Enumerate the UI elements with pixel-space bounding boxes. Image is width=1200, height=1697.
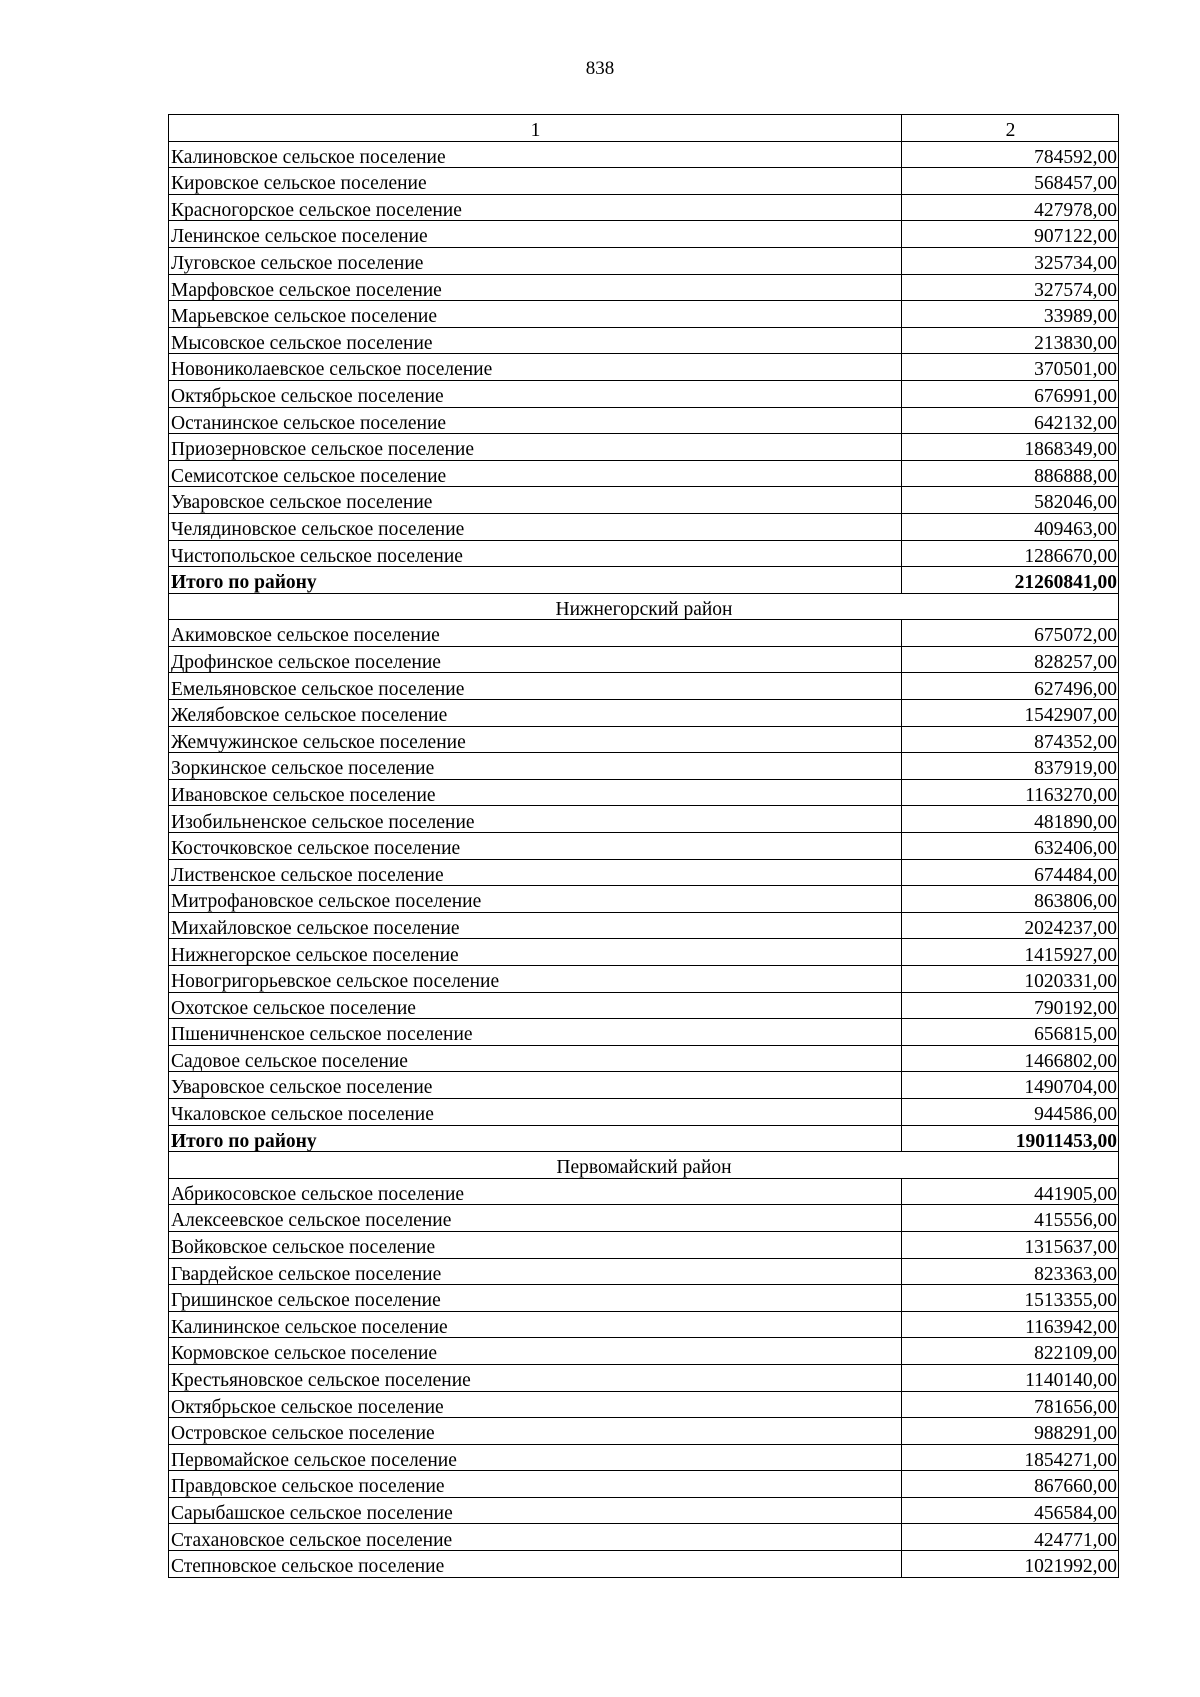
settlement-name: Октябрьское сельское поселение [169, 1391, 902, 1418]
table-row [169, 407, 1119, 434]
settlement-name: Сарыбашское сельское поселение [169, 1497, 902, 1524]
amount-value: 675072,00 [902, 620, 1119, 647]
settlement-name: Ленинское сельское поселение [169, 221, 902, 248]
amount-value: 1163942,00 [902, 1311, 1119, 1338]
settlement-name: Красногорское сельское поселение [169, 194, 902, 221]
settlement-name: Останинское сельское поселение [169, 407, 902, 434]
settlement-name: Челядиновское сельское поселение [169, 513, 902, 540]
table-row [169, 327, 1119, 354]
settlement-name: Михайловское сельское поселение [169, 912, 902, 939]
header-row [169, 115, 1119, 142]
table-row [169, 779, 1119, 806]
table-row [169, 221, 1119, 248]
total-label: Итого по району [169, 1125, 902, 1152]
table-row [169, 966, 1119, 993]
table-row [169, 726, 1119, 753]
settlement-name: Чистопольское сельское поселение [169, 540, 902, 567]
amount-value: 427978,00 [902, 194, 1119, 221]
amount-value: 823363,00 [902, 1258, 1119, 1285]
amount-value: 456584,00 [902, 1497, 1119, 1524]
table-row [169, 1045, 1119, 1072]
settlement-name: Лиственское сельское поселение [169, 859, 902, 886]
amount-value: 1163270,00 [902, 779, 1119, 806]
settlement-name: Калиновское сельское поселение [169, 141, 902, 168]
settlement-name: Кормовское сельское поселение [169, 1338, 902, 1365]
settlement-name: Косточковское сельское поселение [169, 833, 902, 860]
settlement-name: Кировское сельское поселение [169, 168, 902, 195]
total-row [169, 567, 1119, 594]
amount-value: 1542907,00 [902, 700, 1119, 727]
settlement-name: Семисотское сельское поселение [169, 460, 902, 487]
table-row [169, 1391, 1119, 1418]
settlement-name: Мысовское сельское поселение [169, 327, 902, 354]
amount-value: 674484,00 [902, 859, 1119, 886]
settlement-name: Первомайское сельское поселение [169, 1444, 902, 1471]
settlement-name: Марфовское сельское поселение [169, 274, 902, 301]
settlement-name: Митрофановское сельское поселение [169, 886, 902, 913]
total-value: 19011453,00 [902, 1125, 1119, 1152]
settlement-name: Правдовское сельское поселение [169, 1471, 902, 1498]
amount-value: 424771,00 [902, 1524, 1119, 1551]
table-row [169, 1258, 1119, 1285]
settlement-name: Дрофинское сельское поселение [169, 646, 902, 673]
table-row [169, 700, 1119, 727]
amount-value: 582046,00 [902, 487, 1119, 514]
amount-value: 632406,00 [902, 833, 1119, 860]
amount-value: 1415927,00 [902, 939, 1119, 966]
table-row [169, 992, 1119, 1019]
settlement-name: Пшеничненское сельское поселение [169, 1019, 902, 1046]
amount-value: 907122,00 [902, 221, 1119, 248]
table-row [169, 1231, 1119, 1258]
settlement-name: Октябрьское сельское поселение [169, 380, 902, 407]
amount-value: 2024237,00 [902, 912, 1119, 939]
section-title: Нижнегорский район [169, 593, 1119, 620]
settlement-name: Крестьяновское сельское поселение [169, 1364, 902, 1391]
amount-value: 1286670,00 [902, 540, 1119, 567]
settlement-name: Стахановское сельское поселение [169, 1524, 902, 1551]
settlement-name: Марьевское сельское поселение [169, 301, 902, 328]
table-row [169, 380, 1119, 407]
table-row [169, 753, 1119, 780]
settlement-name: Зоркинское сельское поселение [169, 753, 902, 780]
amount-value: 656815,00 [902, 1019, 1119, 1046]
table-row [169, 1524, 1119, 1551]
amount-value: 867660,00 [902, 1471, 1119, 1498]
data-table [168, 114, 1119, 1578]
amount-value: 828257,00 [902, 646, 1119, 673]
total-row [169, 1125, 1119, 1152]
table-row [169, 1178, 1119, 1205]
settlement-name: Уваровское сельское поселение [169, 487, 902, 514]
amount-value: 1466802,00 [902, 1045, 1119, 1072]
settlement-name: Охотское сельское поселение [169, 992, 902, 1019]
amount-value: 409463,00 [902, 513, 1119, 540]
settlement-name: Ивановское сельское поселение [169, 779, 902, 806]
amount-value: 1513355,00 [902, 1285, 1119, 1312]
table-row [169, 1497, 1119, 1524]
settlement-name: Островское сельское поселение [169, 1418, 902, 1445]
table-row [169, 354, 1119, 381]
settlement-name: Садовое сельское поселение [169, 1045, 902, 1072]
amount-value: 784592,00 [902, 141, 1119, 168]
settlement-name: Гришинское сельское поселение [169, 1285, 902, 1312]
table-row [169, 1072, 1119, 1099]
total-value: 21260841,00 [902, 567, 1119, 594]
settlement-name: Войковское сельское поселение [169, 1231, 902, 1258]
table-row [169, 673, 1119, 700]
table-row [169, 646, 1119, 673]
settlement-name: Нижнегорское сельское поселение [169, 939, 902, 966]
amount-value: 642132,00 [902, 407, 1119, 434]
amount-value: 781656,00 [902, 1391, 1119, 1418]
amount-value: 1490704,00 [902, 1072, 1119, 1099]
amount-value: 1140140,00 [902, 1364, 1119, 1391]
amount-value: 370501,00 [902, 354, 1119, 381]
settlement-name: Алексеевское сельское поселение [169, 1205, 902, 1232]
settlement-name: Приозерновское сельское поселение [169, 434, 902, 461]
table-row [169, 168, 1119, 195]
settlement-name: Степновское сельское поселение [169, 1551, 902, 1578]
table-row [169, 301, 1119, 328]
table-row [169, 620, 1119, 647]
total-label: Итого по району [169, 567, 902, 594]
table-row [169, 1551, 1119, 1578]
table-row [169, 540, 1119, 567]
table-row [169, 1311, 1119, 1338]
table-row [169, 1205, 1119, 1232]
column-header-1: 1 [169, 115, 902, 142]
amount-value: 568457,00 [902, 168, 1119, 195]
table-row [169, 912, 1119, 939]
amount-value: 822109,00 [902, 1338, 1119, 1365]
amount-value: 988291,00 [902, 1418, 1119, 1445]
amount-value: 1315637,00 [902, 1231, 1119, 1258]
amount-value: 676991,00 [902, 380, 1119, 407]
amount-value: 863806,00 [902, 886, 1119, 913]
settlement-name: Акимовское сельское поселение [169, 620, 902, 647]
page-number: 838 [585, 58, 615, 79]
table-row [169, 1418, 1119, 1445]
settlement-name: Жемчужинское сельское поселение [169, 726, 902, 753]
table-row [169, 1444, 1119, 1471]
table-row [169, 460, 1119, 487]
settlement-name: Абрикосовское сельское поселение [169, 1178, 902, 1205]
settlement-name: Емельяновское сельское поселение [169, 673, 902, 700]
amount-value: 886888,00 [902, 460, 1119, 487]
amount-value: 213830,00 [902, 327, 1119, 354]
table-row [169, 141, 1119, 168]
table-row [169, 833, 1119, 860]
table-row [169, 859, 1119, 886]
section-header-row [169, 1152, 1119, 1179]
table-row [169, 806, 1119, 833]
table-row [169, 1019, 1119, 1046]
settlement-name: Новогригорьевское сельское поселение [169, 966, 902, 993]
table-row [169, 487, 1119, 514]
settlement-name: Уваровское сельское поселение [169, 1072, 902, 1099]
settlement-name: Луговское сельское поселение [169, 247, 902, 274]
amount-value: 325734,00 [902, 247, 1119, 274]
amount-value: 944586,00 [902, 1098, 1119, 1125]
amount-value: 415556,00 [902, 1205, 1119, 1232]
amount-value: 1868349,00 [902, 434, 1119, 461]
table-row [169, 1285, 1119, 1312]
table-row [169, 1338, 1119, 1365]
amount-value: 837919,00 [902, 753, 1119, 780]
table-row [169, 1098, 1119, 1125]
amount-value: 327574,00 [902, 274, 1119, 301]
amount-value: 790192,00 [902, 992, 1119, 1019]
table-row [169, 939, 1119, 966]
table-row [169, 434, 1119, 461]
amount-value: 1854271,00 [902, 1444, 1119, 1471]
table-row [169, 247, 1119, 274]
amount-value: 627496,00 [902, 673, 1119, 700]
settlement-name: Гвардейское сельское поселение [169, 1258, 902, 1285]
table-row [169, 1364, 1119, 1391]
column-header-2: 2 [902, 115, 1119, 142]
table-row [169, 274, 1119, 301]
settlement-name: Новониколаевское сельское поселение [169, 354, 902, 381]
table-row [169, 886, 1119, 913]
settlement-name: Изобильненское сельское поселение [169, 806, 902, 833]
table-row [169, 1471, 1119, 1498]
settlement-name: Желябовское сельское поселение [169, 700, 902, 727]
settlement-name: Калининское сельское поселение [169, 1311, 902, 1338]
section-header-row [169, 593, 1119, 620]
amount-value: 1020331,00 [902, 966, 1119, 993]
section-title: Первомайский район [169, 1152, 1119, 1179]
amount-value: 874352,00 [902, 726, 1119, 753]
table-body [169, 115, 1119, 1578]
amount-value: 1021992,00 [902, 1551, 1119, 1578]
settlement-name: Чкаловское сельское поселение [169, 1098, 902, 1125]
table-row [169, 194, 1119, 221]
amount-value: 33989,00 [902, 301, 1119, 328]
table-row [169, 513, 1119, 540]
amount-value: 441905,00 [902, 1178, 1119, 1205]
amount-value: 481890,00 [902, 806, 1119, 833]
